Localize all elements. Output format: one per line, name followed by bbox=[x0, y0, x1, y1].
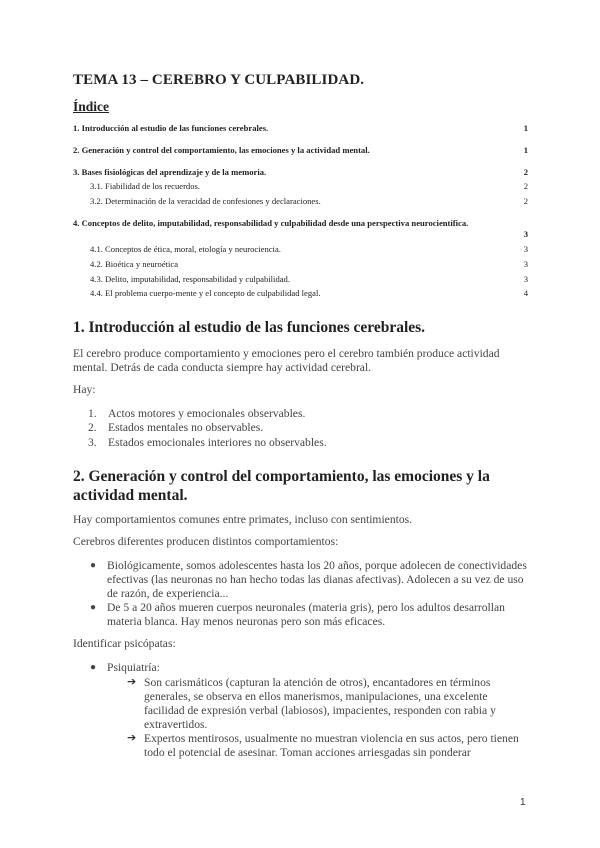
section-1-paragraph-1: El cerebro produce comportamiento y emociones pero el cerebro también produce actividad mental. Detrás de cada conducta siempre hay actividad cerebral. bbox=[73, 347, 500, 374]
list-item: 1. Actos motores y emocionales observables. bbox=[88, 407, 306, 420]
page-number: 1 bbox=[520, 797, 526, 808]
toc-heading: Índice bbox=[73, 99, 110, 114]
list-item: ➔ Expertos mentirosos, usualmente no muestran violencia en sus actos, pero tienen todo el potencial de asesinar. Toman acciones arriesgadas sin ponderar bbox=[127, 731, 519, 759]
document-title: TEMA 13 – CEREBRO Y CULPABILIDAD. bbox=[73, 72, 365, 88]
list-item: ● Psiquiatría: bbox=[90, 661, 160, 674]
list-item: 2. Estados mentales no observables. bbox=[88, 421, 264, 435]
section-1-numbered-list bbox=[88, 407, 528, 450]
section-2-heading: 2. Generación y control del comportamiento, las emociones y la actividad mental. bbox=[73, 468, 490, 504]
arrow-right-icon: ➔ bbox=[127, 731, 137, 744]
list-item: ● Biológicamente, somos adolescentes hasta los 20 años, porque adolecen de conectividades efectivas (las neuronas no han hecho todas las dianas afectivas). Adolecen a su vez de uso de razón, de experiencia... bbox=[90, 559, 527, 600]
section-2-bullet-list bbox=[90, 559, 530, 629]
bullet-icon: ● bbox=[90, 662, 97, 673]
list-item: 3. Estados emocionales interiores no observables. bbox=[88, 435, 327, 449]
list-item: ➔ Son carismáticos (capturan la atención de otros), encantadores en términos generales, se observa en ellos manerismos, manipulaciones, una excelente facilidad de expresión verbal (labiosos), impacientes, responden con rabia y extravertidos. bbox=[127, 675, 496, 731]
section-1-paragraph-2: Hay: bbox=[73, 383, 96, 396]
section-2-arrow-list bbox=[127, 676, 527, 760]
section-2-paragraph-1: Hay comportamientos comunes entre primates, incluso con sentimientos. bbox=[73, 513, 413, 526]
arrow-right-icon: ➔ bbox=[127, 675, 137, 688]
bullet-icon: ● bbox=[90, 560, 97, 571]
document-page: TEMA 13 – CEREBRO Y CULPABILIDAD. Índice 1. Introducción al estudio de las funciones cerebrales. 1 2. Generación y control del comportamiento, las emociones y la actividad mental. 1 3. Bases fisiológicas del aprendizaje y de la memoria. 2 3.1. Fiabilidad de los recuerdos. 2 3.2. Determinación de la veracidad de confesiones y declaraciones. 2 4. Conceptos de delito, imputabilidad, responsabilidad y culpabilidad desde una perspectiva neurocientífica. 3 4.1. Conceptos de ética, moral, etología y neurociencia. 3 4.2. Bioética y neuroética 3 4.3. Delito, imputabilidad, responsabilidad y culpabilidad. 3 4.4. El problema cuerpo-mente y el concepto de culpabilidad legal. 4 1. Introducción al estudio de las funciones cerebrales. El cerebro produce comportamiento y emociones pero el cerebro también produce actividad mental. Detrás de cada conducta siempre hay actividad cerebral. Hay: 1. Actos motores y emocionales observables. 2. Estados mentales no observables. 3. Estados emocionales interiores no observables. 2. Generación y control del comportamiento, las emociones y la actividad mental. Hay comportamientos comunes entre primates, incluso con sentimientos. Cerebros diferentes producen distintos comportamientos: ● Biológicamente, somos adolescentes hasta los 20 años, porque adolecen de conectividades efectivas (las neuronas no han hecho todas las dianas afectivas). Adolecen a su vez de uso de razón, de experiencia... ● De 5 a 20 años mueren cuerpos neuronales (materia gris), pero los adultos desarrollan materia blanca. Hay menos neuronas pero son más eficaces. Identificar psicópatas: ● Psiquiatría: ➔ Son carismáticos (capturan la atención de otros), encantadores en términos generales, se observa en ellos manerismos, manipulaciones, una excelente facilidad de expresión verbal (labiosos), impacientes, responden con rabia y extravertidos. ➔ Expertos mentirosos, usualmente no muestran violencia en sus actos, pero tienen todo el potencial de asesinar. Toman acciones arriesgadas sin ponderar 1 bbox=[0, 0, 600, 848]
section-2-paragraph-3: Identificar psicópatas: bbox=[73, 637, 176, 650]
section-2-paragraph-2: Cerebros diferentes producen distintos comportamientos: bbox=[73, 535, 339, 548]
section-1-heading: 1. Introducción al estudio de las funciones cerebrales. bbox=[73, 319, 426, 336]
bullet-icon: ● bbox=[90, 602, 97, 613]
section-2-bullet-psiquiatria bbox=[90, 661, 530, 675]
list-item: ● De 5 a 20 años mueren cuerpos neuronales (materia gris), pero los adultos desarrollan materia blanca. Hay menos neuronas pero son más eficaces. bbox=[90, 601, 505, 628]
